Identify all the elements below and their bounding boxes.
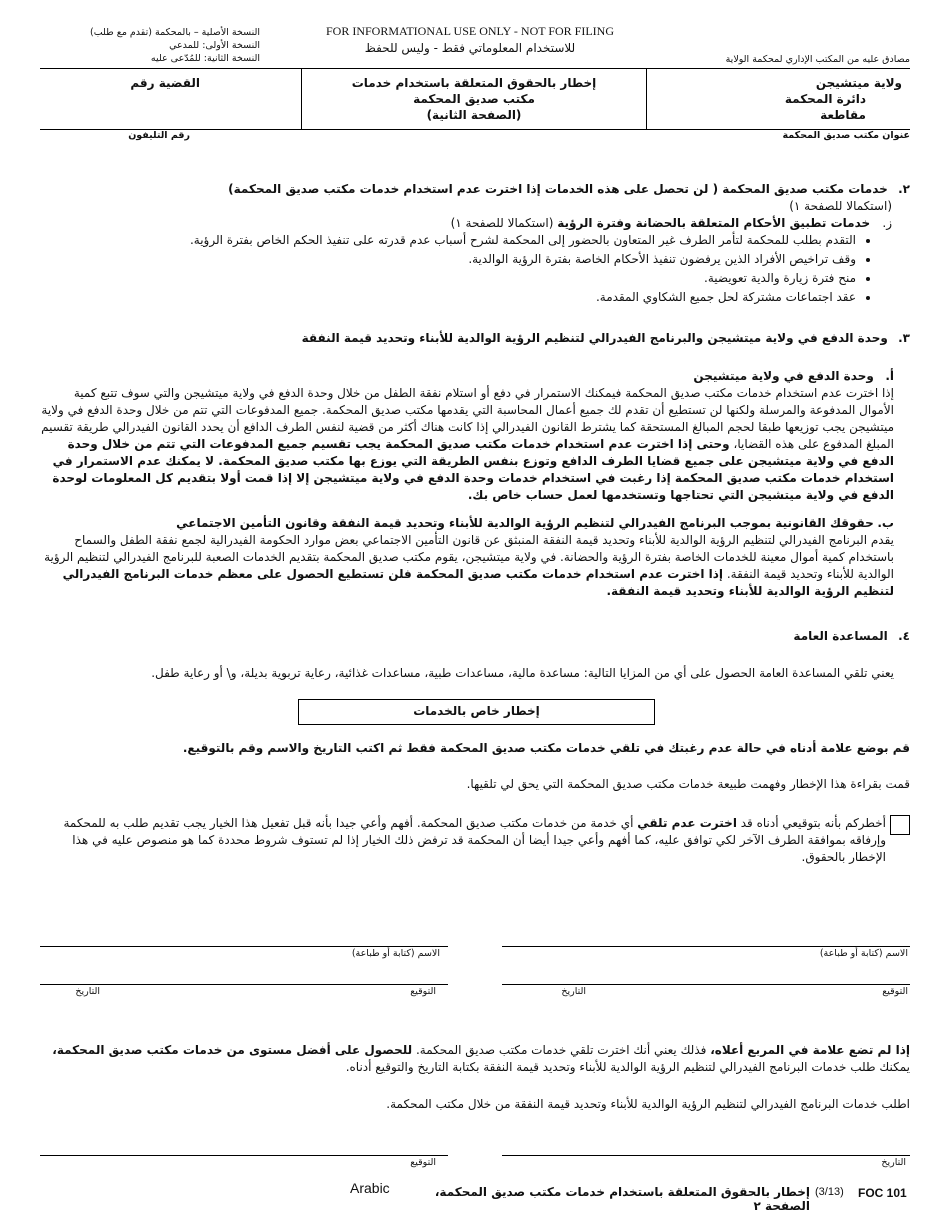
form-title (302, 75, 646, 123)
opt-out-statement (40, 815, 886, 866)
copy-first: النسخة الأولى: للمدعي (169, 40, 260, 51)
section-3b (40, 515, 894, 600)
section-3a-body (40, 385, 894, 504)
request-services-paragraph: اطلب خدمات البرنامج الفيدرالي لتنظيم الرؤية الوالدية للأبناء وتحديد قيمة النفقة من خلال مكتب المحكمة. (386, 1097, 910, 1111)
informational-notice (300, 24, 640, 55)
section-2g-letter: ز. (882, 216, 892, 230)
phone-label: رقم التليفون (128, 130, 190, 141)
bottom-date-line[interactable] (502, 1155, 910, 1156)
opt-out-bold: اخترت عدم تلقي (637, 816, 737, 830)
form-revision: (3/13) (815, 1186, 844, 1198)
section-2-title (180, 181, 910, 198)
section-2g-title-note: (استكمالا للصفحة ١) (450, 216, 554, 230)
left-name-line[interactable] (40, 946, 448, 947)
section-3a-letter: أ. (885, 369, 894, 383)
section-2g-title-text: خدمات تطبيق الأحكام المتعلقة بالحضانة وفترة الرؤية (557, 216, 871, 230)
section-3-title-text: وحدة الدفع في ولاية ميتشيجن والبرنامج الفيدرالي لتنظيم الرؤية الوالدية للأبناء وتحديد قيمة النفقة (301, 331, 888, 345)
bottom-signature-label: التوقيع (410, 1157, 436, 1168)
form-title-line2: مكتب صديق المحكمة (413, 92, 535, 106)
section-3b-title (40, 515, 894, 532)
state-name: ولاية ميتشيجن (815, 76, 902, 90)
list-item: • التقدم بطلب للمحكمة لتأمر الطرف غير المتعاون بالحضور إلى المحكمة لشرح أسباب عدم قدرته على تنفيذ الحكم الخاص بفترة الرؤية. (180, 232, 856, 249)
form-title-line3: (الصفحة الثانية) (426, 108, 522, 122)
list-item: • وقف تراخيص الأفراد الذين يرفضون تنفيذ الأحكام الخاصة بفترة الرؤية الوالدية. (180, 251, 856, 268)
notice-read-statement: قمت بقراءة هذا الإخطار وفهمت طبيعة خدمات مكتب صديق المحكمة التي يحق لي تلقيها. (466, 777, 910, 791)
case-header (40, 68, 910, 130)
court-circuit: دائرة المحكمة (784, 92, 866, 106)
section-4-title-text: المساعدة العامة (793, 629, 888, 643)
bottom-signature-line[interactable] (40, 1155, 448, 1156)
approved-by: مصادق عليه من المكتب الإداري لمحكمة الولاية (725, 54, 910, 65)
right-name-label: الاسم (كتابة أو طباعة) (819, 948, 908, 959)
opt-out-post: أي خدمة من خدمات مكتب صديق المحكمة. أفهم وأعي جيدا بأنه قبل تفعيل هذا الخيار يجب تقديم طلب به للمحكمة وإرفاقه بموافقة الطرف الآخر لكي توافق عليه، كما أفهم وأعي جيدا أيضا أن المحكمة قد ترفض ذلك الخيار إذا لم تستوف شروط محددة كما هو منصوص عليه في هذا الإخطار بالحقوق. (63, 816, 886, 864)
list-item: • عقد اجتماعات مشتركة لحل جميع الشكاوي المقدمة. (180, 289, 856, 306)
form-title-line1: إخطار بالحقوق المتعلقة باستخدام خدمات (351, 76, 597, 90)
right-name-line[interactable] (502, 946, 910, 947)
footer-title: إخطار بالحقوق المتعلقة باستخدام خدمات مكتب صديق المحكمة، الصفحة ٢ (434, 1185, 810, 1213)
no-checkmark-bold-2: للحصول على أفضل مستوى من خدمات مكتب صديق المحكمة، (52, 1043, 413, 1057)
section-2g-bullets (180, 232, 874, 306)
informational-notice-en: FOR INFORMATIONAL USE ONLY - NOT FOR FILING (325, 24, 615, 38)
special-notice-box: إخطار خاص بالخدمات (298, 699, 655, 725)
right-date-label: التاريخ (561, 986, 586, 997)
section-3b-body (40, 532, 894, 600)
left-signature-label: التوقيع (410, 986, 436, 997)
language-label: Arabic (350, 1180, 390, 1196)
notice-instruction: قم بوضع علامة أدناه في حالة عدم رغبتك في تلقي خدمات مكتب صديق المحكمة فقط ثم اكتب التاريخ والاسم وقم بالتوقيع. (182, 741, 910, 755)
section-2 (180, 181, 910, 308)
right-signature-label: التوقيع (882, 986, 908, 997)
form-number: FOC 101 (858, 1186, 907, 1200)
section-3b-text: يقدم البرنامج الفيدرالي لتنظيم الرؤية الوالدية للأبناء وتحديد قيمة النفقة المنبثق عن قانون التأمين الاجتماعي بعض موارد الحكومة الفيدرالية لجمع نفقة الطفل والسماح باستخدام كمية أموال معينة للخدمات الخاصة بفترة الرؤية والحضانة. في ولاية ميتشيجن، يقوم مكتب صديق المحكمة بتقديم الخدمات الصعبة للبرنامج الفيدرالي لتنظيم الرؤية الوالدية للأبناء وتحديد قيمة النفقة. (44, 533, 894, 581)
case-number-label: القضية رقم (130, 76, 200, 90)
list-item: • منح فترة زيارة والدية تعويضية. (180, 270, 856, 287)
section-3b-title-text: حقوقك القانونية بموجب البرنامج الفيدرالي لتنظيم الرؤية الوالدية للأبناء وتحديد قيمة النفقة وقانون التأمين الاجتماعي (176, 516, 874, 530)
section-3a-title (40, 368, 894, 385)
section-2g-title (180, 215, 910, 232)
left-signature-line[interactable] (40, 984, 448, 985)
right-signature-line[interactable] (502, 984, 910, 985)
section-3b-letter: ب. (877, 516, 894, 530)
section-4-title (300, 628, 910, 645)
no-checkmark-text-1: فذلك يعني أنك اخترت تلقي خدمات مكتب صديق المحكمة. (412, 1043, 711, 1057)
section-3a-text: إذا اخترت عدم استخدام خدمات مكتب صديق المحكمة فيمكنك الاستمرار في دفع أو استلام نفقة الطفل من خلال وحدة الدفع في ولاية ميتشيجن والتي سوف تتبع كمية الأموال المدفوعة والمرسلة ولكنها لن تستطيع أن تقدم لك جميع أعمال المحاسبة التي يقدمها مكتب صديق المحكمة. جميع المدفوعات التي تتم من خلال وحدة الدفع في ولاية ميتشيجن يجب توزيعها طبقا لحجم المبالغ المستحقة كما يشترط القانون الفيدرالي إذا كانت هناك أكثر من قضية لنفس الطرف الدافع أن يحدد القانون الفيدرالي طريقة تقسيم المبلغ المدفوع على هذه القضايا، (41, 386, 894, 451)
left-name-label: الاسم (كتابة أو طباعة) (351, 948, 440, 959)
section-3a (40, 368, 894, 504)
state-block (652, 75, 902, 123)
section-3-number: ٣. (898, 331, 910, 345)
copy-distribution (60, 26, 260, 65)
section-4-number: ٤. (898, 629, 910, 643)
copy-original: النسخة الأصلية – بالمحكمة (تقدم مع طلب) (90, 27, 260, 38)
section-2-continued: (استكمالا للصفحة ١) (789, 199, 892, 213)
opt-out-checkbox[interactable] (890, 815, 910, 835)
section-2-title-text: خدمات مكتب صديق المحكمة ( لن تحصل على هذه الخدمات إذا اخترت عدم استخدام خدمات مكتب صديق المحكمة) (228, 182, 888, 196)
copy-second: النسخة الثانية: للمُدّعى عليه (150, 53, 260, 64)
county: مقاطعة (820, 108, 866, 122)
section-3-title (100, 330, 910, 347)
foc-address-label: عنوان مكتب صديق المحكمة (782, 130, 910, 141)
no-checkmark-bold-1: إذا لم تضع علامة في المربع أعلاه، (710, 1043, 910, 1057)
left-date-label: التاريخ (75, 986, 100, 997)
opt-out-pre: أخطركم بأنه بتوقيعي أدناه قد (736, 816, 886, 830)
section-2-number: ٢. (898, 182, 910, 196)
informational-notice-ar: للاستخدام المعلوماتي فقط - وليس للحفظ (364, 41, 576, 55)
no-checkmark-text-2: يمكنك طلب خدمات البرنامج الفيدرالي لتنظيم الرؤية الوالدية للأبناء وتحديد قيمة النفقة بكتابة التاريخ والتوقيع أدناه. (345, 1060, 910, 1074)
section-3b-bold: إذا اخترت عدم استخدام خدمات مكتب صديق المحكمة فلن تستطيع الحصول على معظم خدمات البرنامج الفيدرالي لتنظيم الرؤية الوالدية للأبناء وتحديد قيمة النفقة. (62, 567, 894, 598)
bottom-date-label: التاريخ (881, 1157, 906, 1168)
no-checkmark-paragraph (40, 1042, 910, 1076)
section-3a-title-text: وحدة الدفع في ولاية ميتشيجن (693, 369, 874, 383)
section-4-text: يعني تلقي المساعدة العامة الحصول على أي من المزايا التالية: مساعدة مالية، مساعدات طبية، مساعدات غذائية، رعاية تربوية بديلة، و\ أو رعاية طفل. (151, 666, 894, 680)
section-3a-bold: وحتى إذا اخترت عدم استخدام خدمات مكتب صديق المحكمة يجب تقسيم جميع المدفوعات التي تتم من خلال وحدة الدفع في ولاية ميتشيجن على جميع قضايا الطرف الدافع وتوزع بنفس الطريقة التي يوزع بها مكتب صديق المحكمة. لا يمكنك عدم الاستمرار في استخدام خدمات مكتب صديق المحكمة إذا رغبت في استخدام خدمات وحدة الدفع في ولاية ميتشيجن إلا إذا قمت أولا بتقديم كل المعلومات لوحدة الدفع في ولاية ميتشيجن التي تحتاجها وتستخدمها لعمل حساب خاص بك. (52, 437, 894, 502)
